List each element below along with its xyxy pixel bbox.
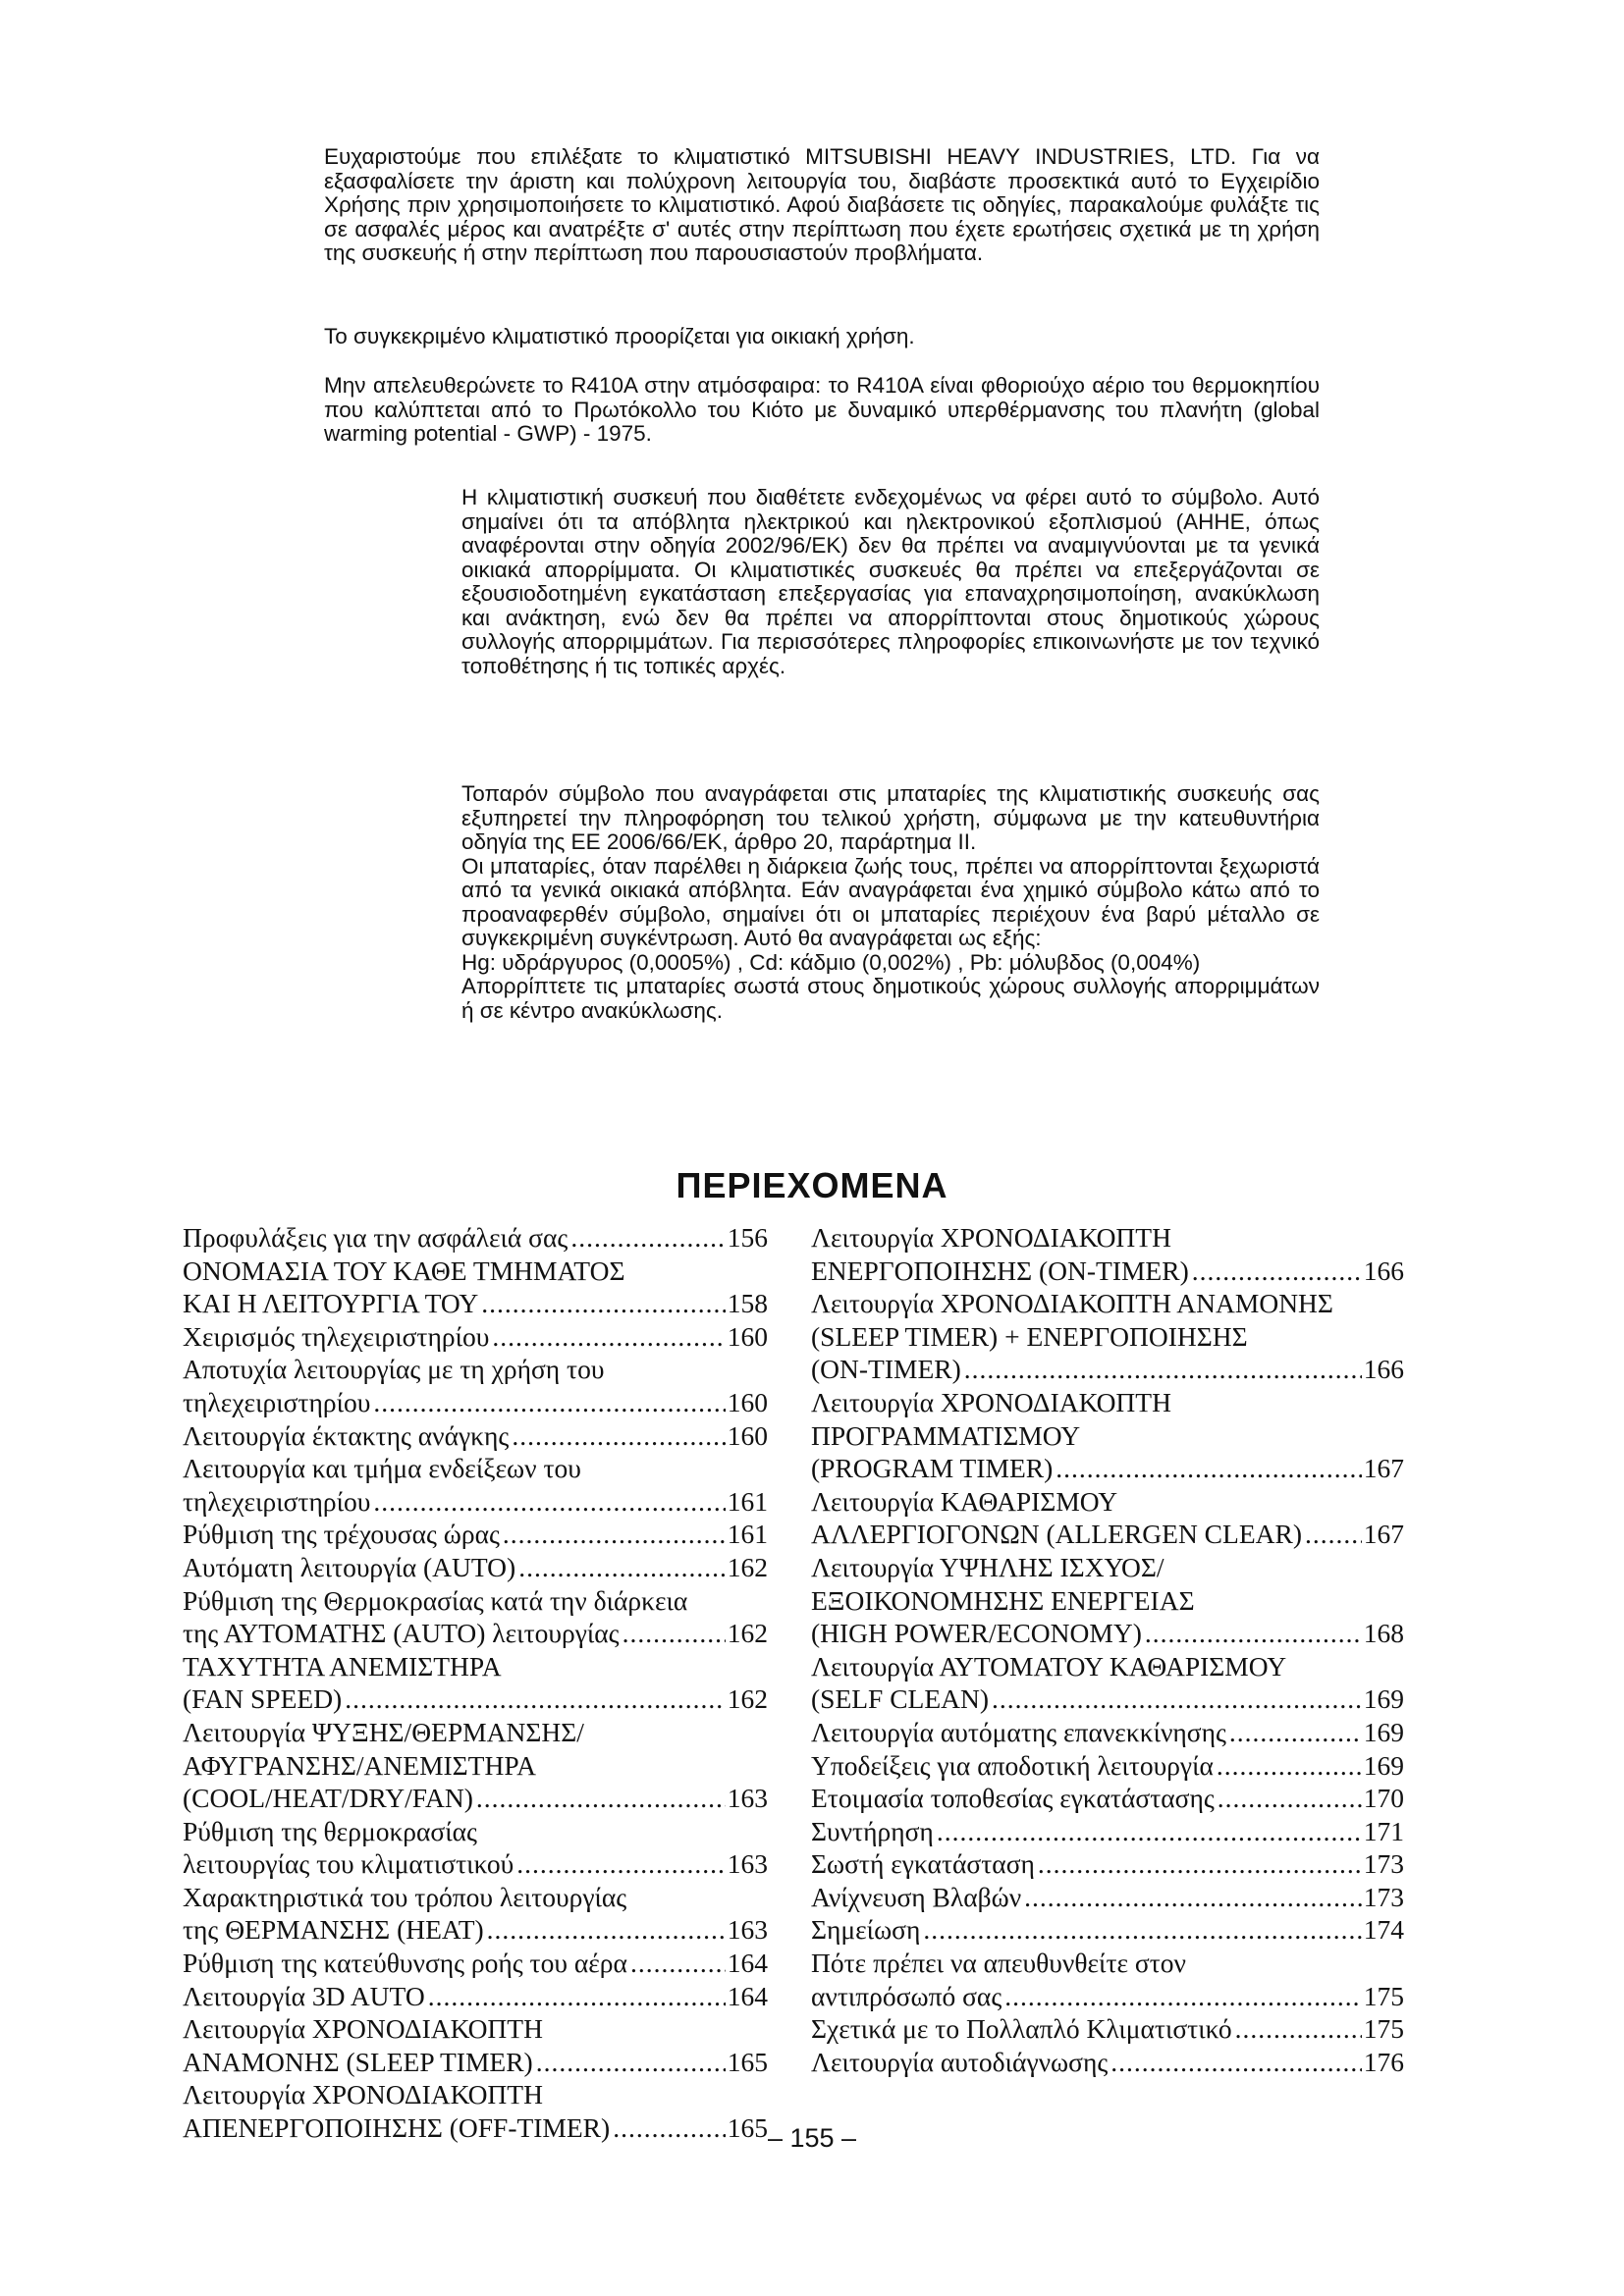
- toc-page-number: 164: [727, 1948, 768, 1979]
- toc-leader-dots: [518, 1551, 726, 1584]
- toc-page-number: 161: [727, 1519, 768, 1550]
- toc-entry: [183, 1551, 768, 1584]
- toc-entry-line: [811, 2046, 1404, 2079]
- toc-entry-line: [811, 1980, 1404, 2013]
- toc-page-number: 162: [727, 1618, 768, 1649]
- toc-page-number: 160: [727, 1386, 768, 1417]
- toc-page-number: 165: [727, 2112, 768, 2144]
- toc-entry-title: (SLEEP TIMER) + ΕΝΕΡΓΟΠΟΙΗΣΗΣ: [811, 1320, 1248, 1352]
- toc-leader-dots: [1110, 2046, 1362, 2079]
- intro-paragraph: Ευχαριστούμε που επιλέξατε το κλιματιστικό MITSUBISHI HEAVY INDUSTRIES, LTD. Για να εξασφαλίσετε την άριστη και πολύχρονη λειτουργία του, διαβάστε προσεκτικά αυτό το Εγχειρίδιο Χρήσης πριν χρησιμοποιήσετε το κλιματιστικό. Αφού διαβάσετε τις οδηγίες, παρακαλούμε φυλάξτε τις σε ασφαλές μέρος και ανατρέξτε σ' αυτές στην περίπτωση που έχετε ερωτήσεις σχετικά με τη χρήση της συσκευής ή στην περίπτωση που παρουσιαστούν προβλήματα.: [324, 144, 1320, 265]
- toc-entry-line: [183, 1320, 768, 1354]
- toc-page-number: 171: [1363, 1815, 1404, 1846]
- toc-entry: [183, 1320, 768, 1354]
- toc-entry-title: τηλεχειριστηρίου: [183, 1386, 371, 1417]
- toc-entry-title: της ΑΥΤΟΜΑΤΗΣ (AUTO) λειτουργίας: [183, 1618, 620, 1649]
- toc-entry-title: ΑΝΑΜΟΝΗΣ (SLEEP TIMER): [183, 2046, 533, 2077]
- toc-entry-line: [183, 1716, 768, 1749]
- toc-entry-line: [811, 1847, 1404, 1881]
- toc-entry: [183, 1419, 768, 1453]
- toc-entry-title: Ρύθμιση της κατεύθυνσης ροής του αέρα: [183, 1948, 627, 1979]
- toc-leader-dots: [1235, 2012, 1362, 2046]
- toc-entry: [811, 1947, 1404, 2012]
- toc-page-number: 175: [1363, 2013, 1404, 2045]
- toc-page-number: 176: [1363, 2046, 1404, 2077]
- toc-page-number: 163: [727, 1783, 768, 1814]
- toc-entry-title: (FAN SPEED): [183, 1683, 343, 1715]
- toc-entry-title: Ρύθμιση της θερμοκρασίας: [183, 1815, 477, 1846]
- toc-page-number: 175: [1363, 1980, 1404, 2011]
- toc-entry-title: ΟΝΟΜΑΣΙΑ ΤΟΥ ΚΑΘΕ ΤΜΗΜΑΤΟΣ: [183, 1255, 625, 1286]
- page-number: – 155 –: [767, 2123, 857, 2153]
- toc-page-number: 174: [1363, 1914, 1404, 1946]
- toc-entry-title: Λειτουργία ΚΑΘΑΡΙΣΜΟΥ: [811, 1485, 1118, 1517]
- toc-entry-title: Σωστή εγκατάσταση: [811, 1848, 1035, 1880]
- toc-entry-title: Υποδείξεις για αποδοτική λειτουργία: [811, 1749, 1214, 1781]
- toc-page-number: 162: [727, 1683, 768, 1715]
- toc-entry-line: [811, 1452, 1404, 1485]
- toc-entry-line: [183, 1782, 768, 1815]
- toc-leader-dots: [1218, 1782, 1362, 1815]
- toc-entry: [183, 1716, 768, 1815]
- toc-entry-line: [811, 1617, 1404, 1650]
- toc-leader-dots: [1056, 1452, 1361, 1485]
- battery-notice-p2: Οι μπαταρίες, όταν παρέλθει η διάρκεια ζωής τους, πρέπει να απορρίπτονται ξεχωριστά από τα γενικά οικιακά απόβλητα. Εάν αναγράφεται ένα χημικό σύμβολο κάτω από το προαναφερθέν σύμβολο, σημαίνει ότι οι μπαταρίες περιέχουν ένα βαρύ μέταλλο σε συγκεκριμένη συγκέντρωση. Αυτό θα αναγράφεται ως εξής:: [461, 853, 1320, 950]
- toc-entry-title: (SELF CLEAN): [811, 1683, 990, 1715]
- toc-entry-line: [811, 1419, 1404, 1453]
- battery-notice-p1: Τοπαρόν σύμβολο που αναγράφεται στις μπαταρίες της κλιματιστικής συσκευής σας εξυπηρετεί την πληροφόρηση του τελικού χρήστη, σύμφωνα με την κατευθυντήρια οδηγία της ΕΕ 2006/66/ΕΚ, άρθρο 20, παράρτημα ΙΙ.: [461, 781, 1320, 854]
- toc-leader-dots: [512, 1419, 725, 1453]
- toc-page-number: 163: [727, 1914, 768, 1946]
- toc-entry-line: [183, 1353, 768, 1386]
- domestic-use-note: Το συγκεκριμένο κλιματιστικό προορίζεται για οικιακή χρήση.: [324, 324, 915, 348]
- toc-entry-line: [811, 1353, 1404, 1386]
- toc-entry-title: ΕΞΟΙΚΟΝΟΜΗΣΗΣ ΕΝΕΡΓΕΙΑΣ: [811, 1584, 1195, 1616]
- toc-page-number: 160: [727, 1419, 768, 1451]
- toc-entry-line: [811, 1551, 1404, 1584]
- toc-entry: [811, 2046, 1404, 2079]
- toc-leader-dots: [964, 1353, 1362, 1386]
- toc-leader-dots: [1038, 1847, 1362, 1881]
- toc-page-number: 164: [727, 1980, 768, 2011]
- toc-page-number: 160: [727, 1320, 768, 1352]
- toc-page-number: 169: [1363, 1749, 1404, 1781]
- toc-leader-dots: [923, 1913, 1361, 1947]
- toc-entry-line: [183, 1419, 768, 1453]
- toc-entry-line: [183, 1287, 768, 1320]
- toc-entry-line: [811, 1749, 1404, 1783]
- toc-entry-title: Λειτουργία ΥΨΗΛΗΣ ΙΣΧΥΟΣ/: [811, 1551, 1164, 1582]
- toc-entry-title: ΑΠΕΝΕΡΓΟΠΟΙΗΣΗΣ (OFF-TIMER): [183, 2112, 611, 2144]
- toc-entry-title: Προφυλάξεις για την ασφάλειά σας: [183, 1222, 568, 1253]
- toc-entry-title: Λειτουργία και τμήμα ενδείξεων του: [183, 1453, 581, 1484]
- toc-entry: [811, 1551, 1404, 1650]
- toc-entry-title: λειτουργίας του κλιματιστικού: [183, 1848, 514, 1880]
- toc-page-number: 167: [1363, 1519, 1404, 1550]
- toc-entry-title: (HIGH POWER/ECONOMY): [811, 1618, 1142, 1649]
- toc-page-number: 170: [1363, 1783, 1404, 1814]
- toc-entry: [811, 1749, 1404, 1783]
- toc-entry-title: Λειτουργία ΑΥΤΟΜΑΤΟΥ ΚΑΘΑΡΙΣΜΟΥ: [811, 1650, 1287, 1682]
- toc-entry: [811, 2012, 1404, 2046]
- toc-leader-dots: [345, 1682, 726, 1716]
- toc-entry-line: [811, 2012, 1404, 2046]
- toc-page-number: 165: [727, 2046, 768, 2077]
- toc-page-number: 156: [727, 1222, 768, 1253]
- toc-entry: [811, 1221, 1404, 1287]
- intro-section: [324, 145, 1320, 266]
- toc-leader-dots: [570, 1221, 725, 1255]
- toc-page-number: 173: [1363, 1848, 1404, 1880]
- toc-page-number: 166: [1363, 1354, 1404, 1385]
- battery-notice-p4: Απορρίπτετε τις μπαταρίες σωστά στους δημοτικούς χώρους συλλογής απορριμμάτων ή σε κέντρο ανακύκλωσης.: [461, 974, 1320, 1023]
- toc-leader-dots: [992, 1682, 1362, 1716]
- toc-entry-line: [811, 1650, 1404, 1683]
- toc-entry-line: [183, 1980, 768, 2013]
- toc-entry-line: [183, 2078, 768, 2111]
- toc-entry-line: [183, 1682, 768, 1716]
- toc-entry-line: [811, 1716, 1404, 1749]
- toc-entry-line: [183, 1815, 768, 1848]
- toc-leader-dots: [630, 1947, 726, 1980]
- toc-page-number: 162: [727, 1551, 768, 1582]
- toc-leader-dots: [373, 1485, 725, 1519]
- toc-entry-title: Λειτουργία ΧΡΟΝΟΔΙΑΚΟΠΤΗ: [811, 1386, 1171, 1417]
- toc-entry: [183, 1947, 768, 1980]
- toc-entry-title: Ετοιμασία τοποθεσίας εγκατάστασης: [811, 1783, 1215, 1814]
- toc-entry-line: [811, 1485, 1404, 1519]
- toc-entry: [811, 1881, 1404, 1914]
- toc-entry-line: [183, 1847, 768, 1881]
- toc-entry-line: [183, 1913, 768, 1947]
- toc-entry-title: Ρύθμιση της τρέχουσας ώρας: [183, 1519, 500, 1550]
- toc-entry-line: [183, 1386, 768, 1419]
- toc-leader-dots: [1004, 1980, 1362, 2013]
- toc-entry-line: [811, 1913, 1404, 1947]
- toc-entry: [183, 1815, 768, 1881]
- toc-entry: [183, 1650, 768, 1716]
- toc-entry-title: Λειτουργία ΧΡΟΝΟΔΙΑΚΟΠΤΗ: [183, 2079, 543, 2110]
- toc-leader-dots: [1024, 1881, 1362, 1914]
- toc-entry: [811, 1815, 1404, 1848]
- toc-entry: [183, 1518, 768, 1551]
- toc-entry-line: [183, 1452, 768, 1485]
- toc-entry-line: [183, 1255, 768, 1288]
- toc-entry-line: [183, 1221, 768, 1255]
- toc-entry-title: Συντήρηση: [811, 1815, 934, 1846]
- toc-page-number: 163: [727, 1848, 768, 1880]
- toc-leader-dots: [492, 1320, 725, 1354]
- toc-entry: [811, 1782, 1404, 1815]
- toc-entry-line: [811, 1782, 1404, 1815]
- toc-entry-line: [811, 1584, 1404, 1618]
- toc-entry-line: [183, 2012, 768, 2046]
- toc-entry-line: [183, 1518, 768, 1551]
- toc-entry-title: Αποτυχία λειτουργίας με τη χρήση του: [183, 1354, 605, 1385]
- toc-entry-line: [183, 1551, 768, 1584]
- toc-leader-dots: [536, 2046, 726, 2079]
- toc-entry-line: [811, 1881, 1404, 1914]
- toc-entry-title: (COOL/HEAT/DRY/FAN): [183, 1783, 473, 1814]
- toc-entry-line: [811, 1320, 1404, 1354]
- toc-entry-line: [183, 1881, 768, 1914]
- toc-entry-title: ΕΝΕΡΓΟΠΟΙΗΣΗΣ (ON-TIMER): [811, 1255, 1189, 1286]
- toc-entry-title: Λειτουργία έκτακτης ανάγκης: [183, 1419, 510, 1451]
- toc-entry-title: Σημείωση: [811, 1914, 921, 1946]
- toc-leader-dots: [516, 1847, 726, 1881]
- toc-entry: [183, 1353, 768, 1418]
- toc-entry: [183, 1221, 768, 1255]
- toc-entry-line: [811, 1255, 1404, 1288]
- toc-entry-line: [183, 1485, 768, 1519]
- toc-page-number: 173: [1363, 1881, 1404, 1912]
- toc-entry-title: Λειτουργία αυτοδιάγνωσης: [811, 2046, 1109, 2077]
- toc-entry-line: [183, 1617, 768, 1650]
- toc-entry-line: [183, 1650, 768, 1683]
- toc-page-number: 169: [1363, 1683, 1404, 1715]
- toc-leader-dots: [1229, 1716, 1362, 1749]
- toc-leader-dots: [937, 1815, 1362, 1848]
- toc-entry: [811, 1913, 1404, 1947]
- toc-leader-dots: [487, 1913, 726, 1947]
- weee-notice-text: Η κλιματιστική συσκευή που διαθέτετε ενδεχομένως να φέρει αυτό το σύμβολο. Αυτό σημαίνει ότι τα απόβλητα ηλεκτρικού και ηλεκτρονικού εξοπλισμού (ΑΗΗΕ, όπως αναφέρονται στην οδηγία 2002/96/ΕΚ) δεν θα πρέπει να αναμιγνύονται με τα γενικά οικιακά απορρίμματα. Οι κλιματιστικές συσκευές θα πρέπει να επεξεργάζονται σε εξουσιοδοτημένη εγκατάσταση επεξεργασίας για επαναχρησιμοποίηση, ανακύκλωση και ανάκτηση, ενώ δεν θα πρέπει να απορρίπτονται στους δημοτικούς χώρους συλλογής απορριμμάτων. Για περισσότερες πληροφορίες επικοινωνήστε με τον τεχνικό τοποθέτησης ή τις τοπικές αρχές.: [461, 485, 1320, 678]
- toc-entry-title: τηλεχειριστηρίου: [183, 1485, 371, 1517]
- toc-entry: [183, 1452, 768, 1518]
- toc-entry-line: [811, 1518, 1404, 1551]
- toc-entry-title: Ρύθμιση της Θερμοκρασίας κατά την διάρκεια: [183, 1584, 688, 1616]
- toc-entry: [183, 1881, 768, 1947]
- toc-entry: [811, 1847, 1404, 1881]
- toc-entry-line: [811, 1221, 1404, 1255]
- toc-leader-dots: [373, 1386, 725, 1419]
- toc-entry-line: [811, 1682, 1404, 1716]
- toc-entry-title: (PROGRAM TIMER): [811, 1453, 1054, 1484]
- toc-entry-line: [811, 1815, 1404, 1848]
- toc-leader-dots: [1305, 1518, 1362, 1551]
- toc-entry-title: (ON-TIMER): [811, 1354, 961, 1385]
- toc-entry-line: [183, 1584, 768, 1618]
- toc-right-column: [811, 1221, 1404, 2078]
- toc-leader-dots: [481, 1287, 726, 1320]
- toc-left-column: [183, 1221, 768, 2145]
- toc-entry-title: ΑΛΛΕΡΓΙΟΓΟΝΩΝ (ALLERGEN CLEAR): [811, 1519, 1302, 1550]
- toc-entry: [183, 1584, 768, 1650]
- toc-entry-title: Λειτουργία ΧΡΟΝΟΔΙΑΚΟΠΤΗ: [811, 1222, 1171, 1253]
- toc-entry-title: Λειτουργία ΧΡΟΝΟΔΙΑΚΟΠΤΗ: [183, 2013, 543, 2045]
- toc-page-number: 169: [1363, 1716, 1404, 1747]
- toc-entry-title: Λειτουργία ΨΥΞΗΣ/ΘΕΡΜΑΝΣΗΣ/: [183, 1716, 584, 1747]
- toc-page-number: 168: [1363, 1618, 1404, 1649]
- toc-page-number: 158: [727, 1288, 768, 1319]
- toc-entry: [183, 2012, 768, 2078]
- toc-entry-title: Λειτουργία αυτόματης επανεκκίνησης: [811, 1716, 1226, 1747]
- toc-entry: [183, 1255, 768, 1320]
- weee-notice: [461, 486, 1320, 678]
- toc-page-number: 167: [1363, 1453, 1404, 1484]
- toc-entry-line: [811, 1947, 1404, 1980]
- toc-entry-line: [811, 1287, 1404, 1320]
- battery-notice: [461, 782, 1320, 1023]
- toc-leader-dots: [428, 1980, 726, 2013]
- r410a-warning: [324, 374, 1320, 447]
- toc-leader-dots: [1145, 1617, 1362, 1650]
- toc-entry-title: ΚΑΙ Η ΛΕΙΤΟΥΡΓΙΑ ΤΟΥ: [183, 1288, 479, 1319]
- toc-entry-line: [811, 1386, 1404, 1419]
- toc-entry-title: αντιπρόσωπό σας: [811, 1980, 1002, 2011]
- toc-page-number: 161: [727, 1485, 768, 1517]
- toc-entry: [811, 1650, 1404, 1716]
- toc-entry-line: [183, 2046, 768, 2079]
- toc-entry-title: ΠΡΟΓΡΑΜΜΑΤΙΣΜΟΥ: [811, 1419, 1081, 1451]
- toc-entry-title: Λειτουργία ΧΡΟΝΟΔΙΑΚΟΠΤΗ ΑΝΑΜΟΝΗΣ: [811, 1288, 1333, 1319]
- toc-entry-title: Χειρισμός τηλεχειριστηρίου: [183, 1320, 490, 1352]
- toc-entry: [811, 1287, 1404, 1386]
- toc-leader-dots: [1217, 1749, 1362, 1783]
- toc-entry-title: Λειτουργία 3D AUTO: [183, 1980, 425, 2011]
- toc-entry-line: [183, 1947, 768, 1980]
- toc-entry-title: Χαρακτηριστικά του τρόπου λειτουργίας: [183, 1881, 627, 1912]
- toc-entry-title: ΑΦΥΓΡΑΝΣΗΣ/ΑΝΕΜΙΣΤΗΡΑ: [183, 1749, 536, 1781]
- toc-entry-title: Πότε πρέπει να απευθυνθείτε στον: [811, 1948, 1186, 1979]
- r410a-warning-text: Μην απελευθερώνετε το R410A στην ατμόσφαιρα: το R410A είναι φθοριούχο αέριο του θερμοκηπίου που καλύπτεται από το Πρωτόκολλο του Κιότο με δυναμικό υπερθέρμανσης του πλανήτη (global warming potential - GWP) - 1975.: [324, 373, 1320, 446]
- toc-entry-title: Αυτόματη λειτουργία (AUTO): [183, 1551, 516, 1582]
- toc-entry-title: Σχετικά με το Πολλαπλό Κλιματιστικό: [811, 2013, 1232, 2045]
- toc-entry: [183, 1980, 768, 2013]
- toc-leader-dots: [1192, 1255, 1362, 1288]
- toc-page-number: 166: [1363, 1255, 1404, 1286]
- toc-entry-title: της ΘΕΡΜΑΝΣΗΣ (HEAT): [183, 1914, 484, 1946]
- toc-entry: [811, 1485, 1404, 1551]
- toc-entry: [811, 1716, 1404, 1749]
- toc-entry-title: ΤΑΧΥΤΗΤΑ ΑΝΕΜΙΣΤΗΡΑ: [183, 1650, 502, 1682]
- toc-leader-dots: [476, 1782, 726, 1815]
- toc-title: ΠΕΡΙΕΧΟΜΕΝΑ: [676, 1165, 948, 1205]
- battery-notice-p3: Hg: υδράργυρος (0,0005%) , Cd: κάδμιο (0,002%) , Pb: μόλυβδος (0,004%): [461, 949, 1201, 975]
- toc-entry-line: [183, 1749, 768, 1783]
- toc-entry-title: Ανίχνευση Βλαβών: [811, 1881, 1022, 1912]
- toc-entry: [811, 1386, 1404, 1485]
- toc-leader-dots: [623, 1617, 726, 1650]
- toc-leader-dots: [503, 1518, 726, 1551]
